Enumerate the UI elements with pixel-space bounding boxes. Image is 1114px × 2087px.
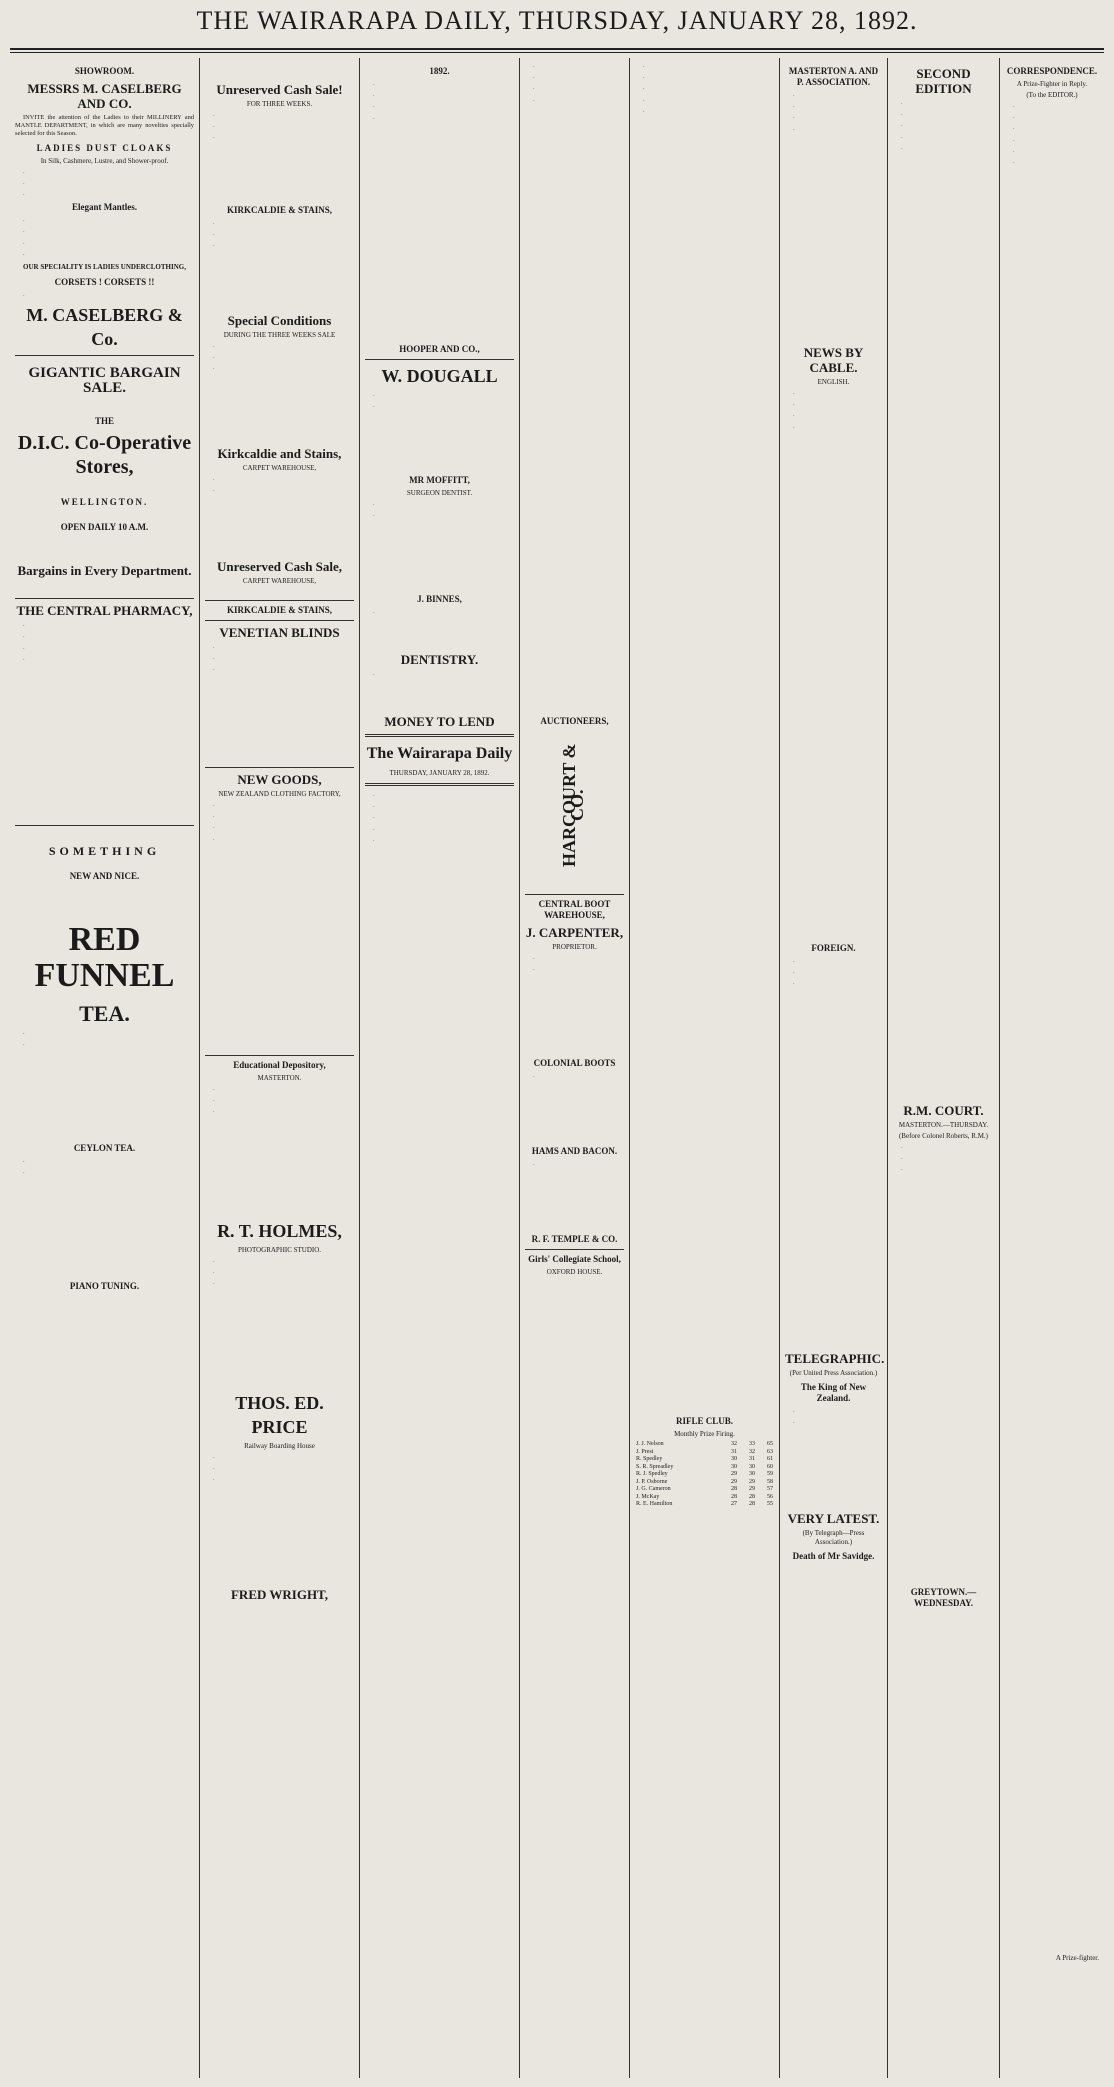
score-b: 29 xyxy=(749,1478,755,1485)
dust-cloaks-heading: LADIES DUST CLOAKS xyxy=(36,142,173,153)
moffitt-heading: MR MOFFITT, xyxy=(409,475,470,485)
new-goods-heading: NEW GOODS, xyxy=(237,772,322,787)
dic-open: OPEN DAILY 10 A.M. xyxy=(60,522,149,533)
something-heading: SOMETHING xyxy=(48,844,161,859)
rifle-club-sub: Monthly Prize Firing. xyxy=(674,1430,735,1438)
col3-year: 1892. xyxy=(429,66,450,76)
score-a: 30 xyxy=(731,1456,737,1462)
carpet-warehouse-1: CARPET WAREHOUSE, xyxy=(242,464,317,472)
pharmacy-heading: THE CENTRAL PHARMACY, xyxy=(16,603,193,619)
fred-wright-heading: FRED WRIGHT, xyxy=(230,1587,329,1602)
column-7: CORRESPONDENCE. A Prize-Fighter in Reply. (To the EDITOR.) . . . . . . A Prize-fighter. xyxy=(1006,66,1099,1962)
score-b: 30 xyxy=(749,1463,755,1470)
educational-masterton: MASTERTON. xyxy=(257,1074,302,1082)
dust-cloaks-sub: In Silk, Cashmere, Lustre, and Shower-proof. xyxy=(40,156,169,165)
special-conditions-heading: Special Conditions xyxy=(227,313,332,328)
hams-bacon: HAMS AND BACON. xyxy=(531,1146,618,1156)
central-boot-warehouse: CENTRAL BOOT WAREHOUSE, xyxy=(538,899,611,920)
very-latest: VERY LATEST. xyxy=(787,1511,880,1526)
score-b: 33 xyxy=(749,1441,755,1447)
column-1: SHOWROOM. MESSRS M. CASELBERG AND CO. INVITE the attention of the Ladies to their MILLINERY and MANTLE DEPARTMENT, in which are many novelties specially selected for this Season. LADIES DUST CLOAKS In Silk, Cashmere, Lustre, and Shower-proof. . . . Elegant Mantles. . . . . OUR SPECIALITY IS LADIES UNDERCLOTHING, CORSETS ! CORSETS !! . M. CASELBERG & Co. GIGANTIC BARGAIN SALE. THE D.I.C. Co-Operative Stores, WELLINGTON. OPEN DAILY 10 A.M. Bargains in Every Department. THE CENTRAL PHARMACY, . . . . SOMETHING NEW AND NICE. RED FUNNEL TEA. . . CEYLON TEA. . . PIANO TUNING. xyxy=(10,58,200,2078)
venetian-blinds-heading: VENETIAN BLINDS xyxy=(219,625,340,640)
death-heading: Death of Mr Savidge. xyxy=(792,1551,875,1561)
bargains-heading: Bargains in Every Department. xyxy=(17,563,192,579)
score-row xyxy=(635,1449,774,1457)
association-heading: MASTERTON A. AND P. ASSOCIATION. xyxy=(788,66,879,87)
bargain-sale-heading: GIGANTIC BARGAIN SALE. xyxy=(28,365,181,397)
dic-wellington: WELLINGTON. xyxy=(60,497,149,508)
carpenter-heading: J. CARPENTER, xyxy=(525,925,624,940)
correspondence-sub: A Prize-Fighter in Reply. xyxy=(1016,80,1088,88)
dic-the: THE xyxy=(94,416,114,427)
price-heading: THOS. ED. PRICE xyxy=(235,1393,324,1437)
score-total: 61 xyxy=(767,1456,773,1462)
telegraphic-heading: TELEGRAPHIC. xyxy=(785,1351,885,1366)
caselberg-intro: INVITE the attention of the Ladies to their MILLINERY and MANTLE DEPARTMENT, in which are many novelties specially selected for this Season. xyxy=(15,114,194,138)
money-to-lend: MONEY TO LEND xyxy=(384,714,495,729)
caselberg-heading: MESSRS M. CASELBERG AND CO. xyxy=(27,81,182,111)
colonial-boots: COLONIAL BOOTS xyxy=(533,1058,616,1068)
kirkcaldie-heading-3: KIRKCALDIE & STAINS, xyxy=(226,605,333,615)
ceylon-tea-heading: CEYLON TEA. xyxy=(73,1143,136,1154)
underclothing-heading: OUR SPECIALITY IS LADIES UNDERCLOTHING, xyxy=(23,263,186,272)
temple-heading: R. F. TEMPLE & CO. xyxy=(531,1234,618,1244)
columns xyxy=(10,58,1104,2078)
scores-table xyxy=(635,1441,774,1509)
hooper-heading: HOOPER AND CO., xyxy=(399,344,480,354)
score-a: 27 xyxy=(731,1501,737,1507)
score-total: 56 xyxy=(767,1493,773,1500)
column-3b: . . . . AUCTIONEERS, HARCOURT & CO. CENTRAL BOOT WAREHOUSE, J. CARPENTER, PROPRIETOR. . . COLONIAL BOOTS . HAMS AND BACON. . R. F. TEMPLE & CO. Girls' Collegiate School, OXFORD HOUSE. xyxy=(520,58,630,2078)
score-b: 31 xyxy=(749,1456,755,1462)
clothing-factory: NEW ZEALAND CLOTHING FACTORY, xyxy=(218,790,341,798)
harcourt-ad xyxy=(525,730,624,890)
score-b: 28 xyxy=(749,1493,755,1500)
rifle-club-heading: RIFLE CLUB. xyxy=(675,1416,733,1426)
auctioneers-heading: AUCTIONEERS, xyxy=(540,716,609,726)
score-name: S. R. Spreadley xyxy=(636,1463,674,1470)
correspondence-heading: CORRESPONDENCE. xyxy=(1006,66,1098,76)
cash-sale-heading: Unreserved Cash Sale! xyxy=(216,82,343,97)
binnes-heading: J. BINNES, xyxy=(417,594,462,604)
score-total: 59 xyxy=(767,1471,773,1477)
telegraphic-sub: (Per United Press Association.) xyxy=(789,1369,878,1377)
harcourt-vertical: HARCOURT & CO. xyxy=(559,743,588,867)
unreserved-cash-sale-2: Unreserved Cash Sale, xyxy=(216,559,343,574)
news-english: ENGLISH. xyxy=(817,378,850,386)
column-6: SECOND EDITION . . . . . R.M. COURT. MASTERTON.—THURSDAY. (Before Colonel Roberts, R.M.) . . . GREYTOWN.—WEDNESDAY. xyxy=(888,58,1000,2078)
special-conditions-sub: DURING THE THREE WEEKS SALE xyxy=(223,331,336,339)
rm-court: R.M. COURT. xyxy=(903,1103,984,1118)
score-total: 58 xyxy=(767,1478,773,1485)
score-a: 30 xyxy=(731,1463,737,1470)
paper-nameplate: The Wairarapa Daily xyxy=(366,745,513,762)
king-nz-heading: The King of New Zealand. xyxy=(800,1382,867,1403)
elegant-mantles-heading: Elegant Mantles. xyxy=(72,202,137,213)
collegiate-sub: OXFORD HOUSE. xyxy=(546,1268,603,1276)
cash-sale-sub: FOR THREE WEEKS. xyxy=(246,100,313,108)
score-row xyxy=(635,1501,774,1509)
score-name: R. J. Spedley xyxy=(636,1471,668,1477)
collegiate-heading: Girls' Collegiate School, xyxy=(528,1254,621,1264)
score-b: 28 xyxy=(749,1501,755,1507)
correspondence-to-editor: (To the EDITOR.) xyxy=(1026,91,1078,99)
dentistry-heading: DENTISTRY. xyxy=(400,652,479,667)
score-b: 32 xyxy=(749,1448,755,1455)
column-3: 1892. . . . . HOOPER AND CO., W. DOUGALL . . MR MOFFITT, SURGEON DENTIST. . . J. BINNES, . DENTISTRY. . MONEY TO LEND The Wairarapa Daily THURSDAY, JANUARY 28, 1892. . . . . . xyxy=(360,58,520,2078)
score-name: R. E. Hamilton xyxy=(636,1501,673,1507)
score-b: 29 xyxy=(749,1486,755,1492)
score-a: 28 xyxy=(731,1493,737,1500)
score-name: J. P. Osborne xyxy=(636,1478,668,1485)
dougall-heading: W. DOUGALL xyxy=(381,366,498,386)
score-row xyxy=(635,1456,774,1464)
kirkcaldie-heading-2: Kirkcaldie and Stains, xyxy=(217,446,342,461)
score-total: 55 xyxy=(767,1501,773,1507)
score-total: 60 xyxy=(767,1463,773,1470)
score-a: 28 xyxy=(731,1486,737,1492)
score-a: 29 xyxy=(731,1478,737,1485)
score-name: J. Prest xyxy=(636,1448,654,1455)
showroom-heading: SHOWROOM. xyxy=(74,66,135,76)
boarding-house: Railway Boarding House xyxy=(244,1442,315,1450)
kirkcaldie-heading-1: KIRKCALDIE & STAINS, xyxy=(226,205,333,215)
red-funnel-heading: RED FUNNEL xyxy=(34,921,175,995)
score-row xyxy=(635,1441,774,1449)
carpet-warehouse-2: CARPET WAREHOUSE, xyxy=(242,577,317,585)
paper-date: THURSDAY, JANUARY 28, 1892. xyxy=(389,769,490,777)
new-and-nice: NEW AND NICE. xyxy=(69,871,140,882)
greytown-heading: GREYTOWN.—WEDNESDAY. xyxy=(910,1587,977,1608)
column-5: MASTERTON A. AND P. ASSOCIATION. . . . . NEWS BY CABLE. ENGLISH. . . . . FOREIGN. . . . TELEGRAPHIC. (Per United Press Association.) The King of New Zealand. . . VERY LATEST. (By Telegraph—Press Association.) Death of Mr Savidge. xyxy=(780,58,888,2078)
educational-depository: Educational Depository, xyxy=(233,1060,326,1070)
piano-tuning-heading: PIANO TUNING. xyxy=(69,1281,140,1292)
score-name: J. G. Cameron xyxy=(636,1486,671,1492)
carpenter-sub: PROPRIETOR. xyxy=(552,943,597,951)
corsets-heading: CORSETS ! CORSETS !! xyxy=(54,277,155,288)
rm-court-before: (Before Colonel Roberts, R.M.) xyxy=(898,1132,989,1140)
score-row xyxy=(635,1494,774,1502)
score-row xyxy=(635,1479,774,1487)
score-total: 65 xyxy=(767,1441,773,1447)
second-edition: SECOND EDITION xyxy=(915,66,972,96)
score-row xyxy=(635,1464,774,1472)
score-b: 30 xyxy=(749,1471,755,1477)
masthead: THE WAIRARAPA DAILY, THURSDAY, JANUARY 28, 1892. xyxy=(196,6,918,35)
score-name: J. J. Nelson xyxy=(636,1441,664,1447)
column-4: . . . . . RIFLE CLUB. Monthly Prize Firing. J. J. Nelson 32 33 65 J. Prest 31 32 63 R. Spedley 30 31 61 S. R. Spreadley 30 30 60 R. J. Spedley 29 30 59 J. P. Osborne 29 29 58 J. G. Cameron 28 29 57 J. McKay 28 28 56 R. E. Hamilton 27 28 55 xyxy=(630,58,780,2078)
news-by-cable: NEWS BY CABLE. xyxy=(803,345,864,375)
score-total: 63 xyxy=(767,1448,773,1455)
rm-court-sub: MASTERTON.—THURSDAY. xyxy=(898,1121,989,1129)
foreign-heading: FOREIGN. xyxy=(811,943,856,953)
score-name: R. Spedley xyxy=(636,1456,663,1462)
score-a: 29 xyxy=(731,1471,737,1477)
score-a: 31 xyxy=(731,1448,737,1455)
score-name: J. McKay xyxy=(636,1493,660,1500)
score-total: 57 xyxy=(767,1486,773,1492)
score-row xyxy=(635,1471,774,1479)
holmes-studio: PHOTOGRAPHIC STUDIO. xyxy=(237,1246,322,1254)
column-2: Unreserved Cash Sale! FOR THREE WEEKS. . . . KIRKCALDIE & STAINS, . . . Special Conditions DURING THE THREE WEEKS SALE . . . Kirkcaldie and Stains, CARPET WAREHOUSE, . . Unreserved Cash Sale, CARPET WAREHOUSE, KIRKCALDIE & STAINS, VENETIAN BLINDS . . . NEW GOODS, NEW ZEALAND CLOTHING FACTORY, . . . . Educational Depository, MASTERTON. . . . R. T. HOLMES, PHOTOGRAPHIC STUDIO. . . . THOS. ED. PRICE Railway Boarding House . . . FRED WRIGHT, xyxy=(200,58,360,2078)
moffitt-sub: SURGEON DENTIST. xyxy=(406,489,473,497)
score-row xyxy=(635,1486,774,1494)
holmes-heading: R. T. HOLMES, xyxy=(217,1221,342,1241)
caselberg-signature: M. CASELBERG & Co. xyxy=(26,305,183,350)
tea-heading: TEA. xyxy=(79,1001,130,1027)
masthead-rule xyxy=(10,48,1104,50)
very-latest-sub: (By Telegraph—Press Association.) xyxy=(802,1529,865,1546)
score-a: 32 xyxy=(731,1441,737,1447)
correspondence-signature: A Prize-fighter. xyxy=(1055,1954,1099,1962)
masthead-rule-thin xyxy=(10,52,1104,53)
dic-heading: D.I.C. Co-Operative Stores, xyxy=(17,432,192,479)
